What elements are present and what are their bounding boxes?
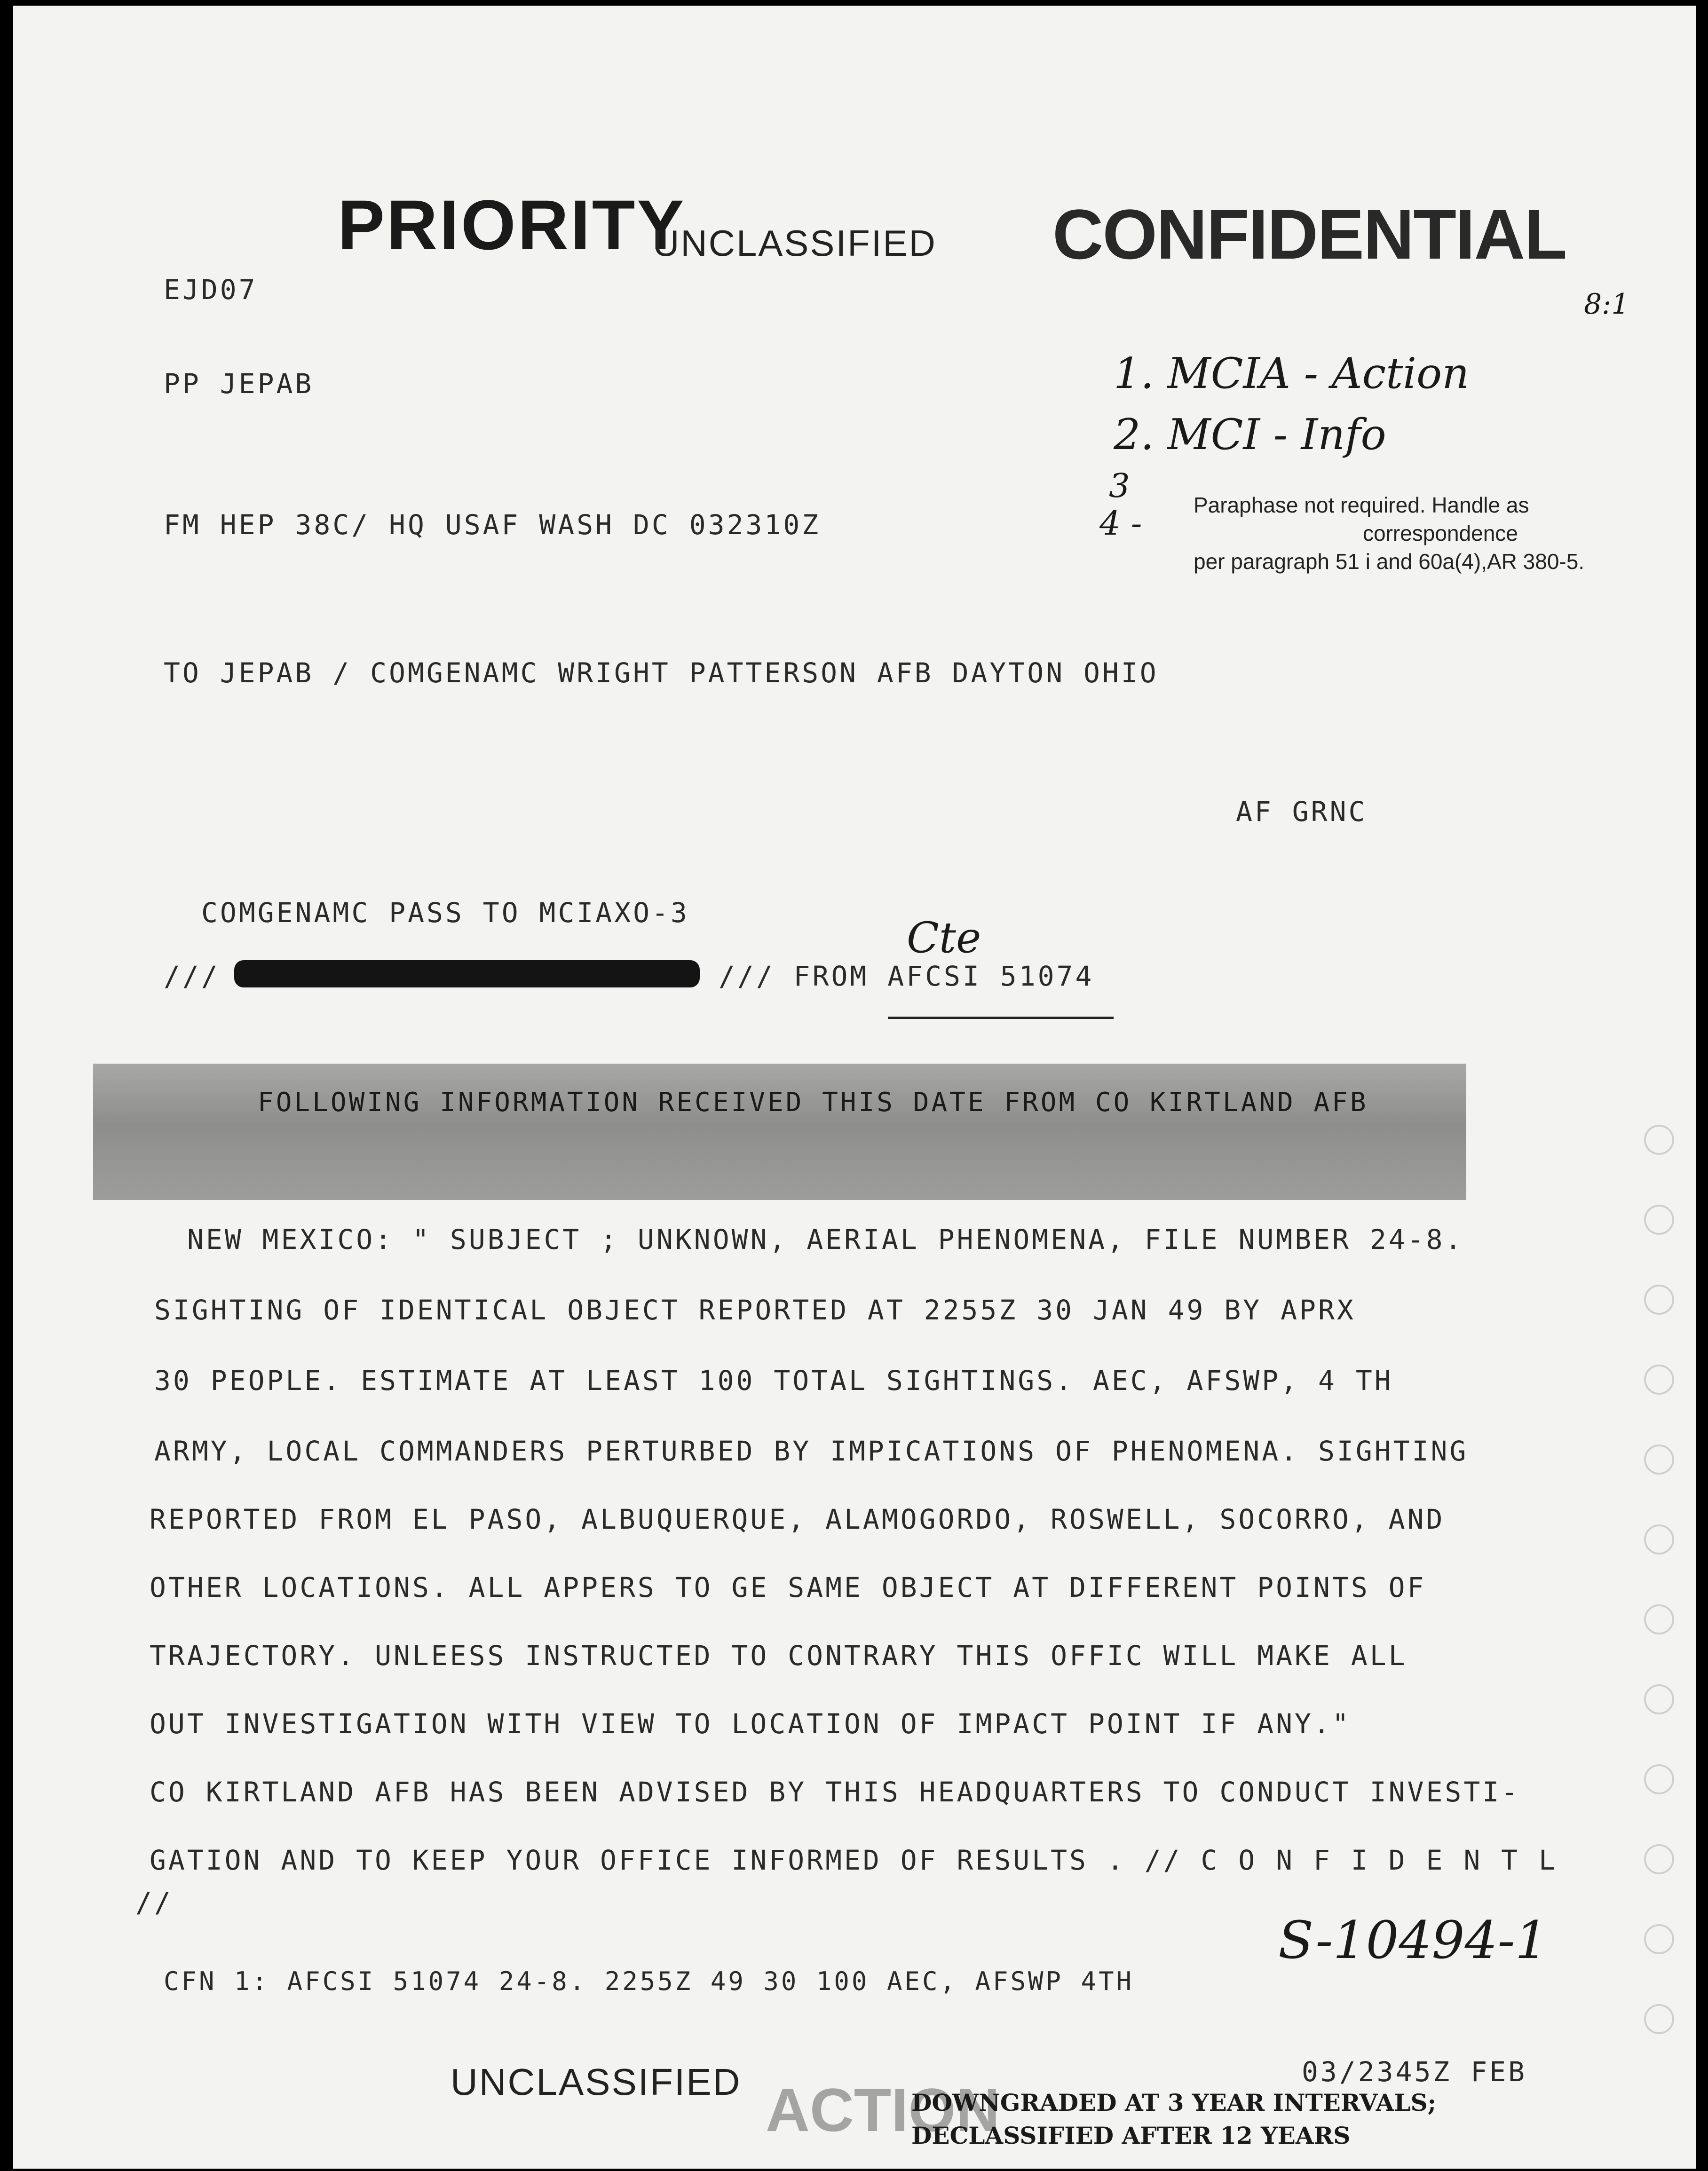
pass-line: COMGENAMC PASS TO MCIAXO-3 xyxy=(201,897,689,929)
handwritten-file-number: S-10494-1 xyxy=(1278,1910,1548,1970)
handwritten-note-4: 4 - xyxy=(1099,504,1142,543)
body-line-11: GATION AND TO KEEP YOUR OFFICE INFORMED OF RESULTS . // C O N F I D E N T L xyxy=(150,1844,1558,1876)
handwritten-note-2: 2. MCI - Info xyxy=(1114,410,1386,459)
line-start-slashes: /// xyxy=(164,960,220,992)
dtg-line: 03/2345Z FEB xyxy=(1302,2056,1527,2088)
body-line-6: REPORTED FROM EL PASO, ALBUQUERQUE, ALAMOGORDO, ROSWELL, SOCORRO, AND xyxy=(150,1503,1445,1535)
to-line: TO JEPAB / COMGENAMC WRIGHT PATTERSON AFB DAYTON OHIO xyxy=(164,657,1159,689)
corner-mark: 8:1 xyxy=(1584,288,1629,321)
paraphrase-stamp-line-2: correspondence xyxy=(1363,521,1518,545)
paraphrase-stamp-line-1: Paraphase not required. Handle as xyxy=(1194,493,1529,517)
grey-tape-band xyxy=(93,1064,1466,1200)
body-line-7: OTHER LOCATIONS. ALL APPERS TO GE SAME OBJECT AT DIFFERENT POINTS OF xyxy=(150,1571,1426,1603)
unclassified-stamp-top: UNCLASSIFIED xyxy=(653,222,937,264)
from-line: FM HEP 38C/ HQ USAF WASH DC 032310Z xyxy=(164,509,821,541)
action-stamp: ACTION xyxy=(766,2076,1000,2144)
body-line-3: SIGHTING OF IDENTICAL OBJECT REPORTED AT 2255Z 30 JAN 49 BY APRX xyxy=(154,1294,1356,1326)
body-line-8: TRAJECTORY. UNLEESS INSTRUCTED TO CONTRARY THIS OFFIC WILL MAKE ALL xyxy=(150,1640,1408,1672)
confidential-stamp: CONFIDENTIAL xyxy=(1052,195,1566,274)
downgraded-notice: DOWNGRADED AT 3 YEAR INTERVALS; xyxy=(911,2089,1437,2116)
tractor-feed-holes xyxy=(1644,1125,1682,2042)
declassified-notice: DECLASSIFIED AFTER 12 YEARS xyxy=(911,2122,1351,2149)
body-line-12: // xyxy=(135,1887,173,1918)
handwritten-note-1: 1. MCIA - Action xyxy=(1114,349,1470,398)
body-line-9: OUT INVESTIGATION WITH VIEW TO LOCATION OF IMPACT POINT IF ANY." xyxy=(150,1708,1351,1740)
redaction-bar xyxy=(234,960,700,987)
paraphrase-stamp-line-3: per paragraph 51 i and 60a(4),AR 380-5. xyxy=(1194,549,1585,574)
afcsi-underline xyxy=(888,1017,1114,1019)
body-line-2: NEW MEXICO: " SUBJECT ; UNKNOWN, AERIAL PHENOMENA, FILE NUMBER 24-8. xyxy=(187,1224,1464,1255)
unclassified-stamp-bottom: UNCLASSIFIED xyxy=(451,2061,742,2103)
priority-stamp: PRIORITY xyxy=(338,185,686,264)
cfn-line: CFN 1: AFCSI 51074 24-8. 2255Z 49 30 100 AEC, AFSWP 4TH xyxy=(164,1966,1134,1996)
body-line-1: FOLLOWING INFORMATION RECEIVED THIS DATE FROM CO KIRTLAND AFB xyxy=(258,1087,1368,1118)
body-line-10: CO KIRTLAND AFB HAS BEEN ADVISED BY THIS HEADQUARTERS TO CONDUCT INVESTI- xyxy=(150,1776,1520,1808)
body-line-4: 30 PEOPLE. ESTIMATE AT LEAST 100 TOTAL SIGHTINGS. AEC, AFSWP, 4 TH xyxy=(154,1365,1393,1397)
handwritten-initials: Cte xyxy=(907,913,981,963)
handwritten-note-3: 3 xyxy=(1109,466,1130,505)
body-line-5: ARMY, LOCAL COMMANDERS PERTURBED BY IMPICATIONS OF PHENOMENA. SIGHTING xyxy=(154,1435,1469,1467)
precedence-line: PP JEPAB xyxy=(164,368,314,400)
teletype-page xyxy=(13,6,1696,2169)
message-ref: EJD07 xyxy=(164,274,258,306)
from-afcsi-line: /// FROM AFCSI 51074 xyxy=(719,960,1094,992)
net-line: AF GRNC xyxy=(1236,796,1368,828)
